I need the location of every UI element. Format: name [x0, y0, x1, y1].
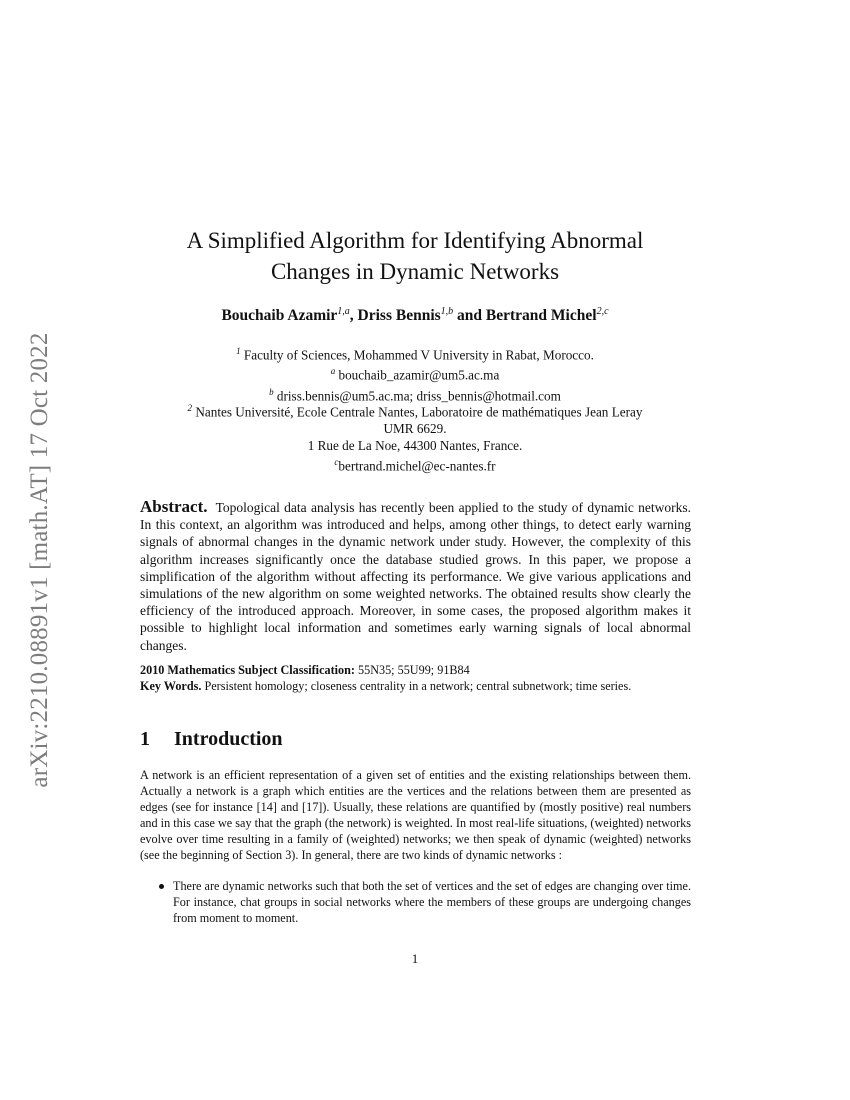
author-superscript: 1,b: [440, 306, 454, 317]
introduction-body: [140, 767, 691, 863]
author-email: bouchaib_azamir@um5.ac.ma: [338, 367, 500, 383]
section-heading-introduction: [140, 728, 283, 751]
author-list: [140, 306, 690, 325]
author-name: Driss Bennis: [357, 307, 441, 325]
affiliation-block-1: [140, 343, 690, 404]
keywords-text: Persistent homology; closeness centrality in a network; central subnetwork; time series.: [204, 679, 632, 693]
arxiv-identifier-stamp: arXiv:2210.08891v1 [math.AT] 17 Oct 2022: [26, 332, 53, 788]
keywords-line: [140, 678, 691, 694]
affiliation-line: [140, 343, 690, 363]
list-item: [140, 878, 691, 926]
affiliation-text: Nantes Université, Ecole Centrale Nantes, Laboratoire de mathématiques Jean Leray: [195, 404, 643, 420]
author-email: driss.bennis@um5.ac.ma; driss_bennis@hotmail.com: [276, 388, 561, 404]
bullet-icon: [159, 884, 164, 889]
author-name: Bertrand Michel: [485, 307, 597, 325]
author-separator: ,: [349, 307, 358, 325]
paper-title: [150, 225, 680, 287]
msc-label: 2010 Mathematics Subject Classification:: [140, 663, 355, 677]
author-superscript: 1,a: [337, 306, 350, 317]
affiliation-block-2: [140, 400, 690, 475]
intro-paragraph: A network is an efficient representation of a given set of entities and the existing relationships between them. Actually a network is a graph which entities are the vertices and the relations between them are presented as edges (see for instance [14] and [17]). Usually, these relations are quantified by (mostly positive) real numbers and in this case we say that the graph (the network) is weighted. In most real-life situations, (weighted) networks evolve over time resulting in a family of (weighted) networks; we then speak of dynamic (weighted) networks (see the beginning of Section 3). In general, there are two kinds of dynamic networks :: [140, 768, 691, 862]
affiliation-line: UMR 6629.: [383, 421, 447, 437]
title-line-1: A Simplified Algorithm for Identifying Abnormal: [186, 228, 644, 253]
section-title: Introduction: [174, 728, 283, 750]
classification-block: [140, 662, 691, 694]
msc-codes: 55N35; 55U99; 91B84: [358, 663, 470, 677]
affiliation-line: [140, 400, 690, 420]
abstract-text: Topological data analysis has recently been applied to the study of dynamic networks. In this context, an algorithm was introduced and helps, among other things, to detect early warning signals of abnormal changes in the dynamic network under study. However, the complexity of this algorithm increases significantly once the database studied grows. In this paper, we propose a simplification of the algorithm without affecting its performance. We give various applications and simulations of the new algorithm on some weighted networks. The obtained results show clearly the efficiency of the introduced approach. Moreover, in some cases, the proposed algorithm makes it possible to highlight local information and sometimes early warning signals of local abnormal changes.: [140, 500, 691, 653]
affiliation-superscript: 1: [236, 346, 241, 356]
author-separator: and: [453, 307, 486, 325]
author-superscript: 2,c: [596, 306, 609, 317]
affiliation-text: Faculty of Sciences, Mohammed V University in Rabat, Morocco.: [243, 347, 594, 363]
section-number: 1: [140, 728, 150, 750]
email-line: [140, 454, 690, 474]
dynamic-network-kinds-list: [140, 878, 691, 926]
list-item-text: There are dynamic networks such that both the set of vertices and the set of edges are changing over time. For instance, chat groups in social networks where the members of these groups are undergoing changes from moment to moment.: [173, 879, 691, 925]
title-line-2: Changes in Dynamic Networks: [270, 259, 560, 284]
email-superscript: b: [269, 386, 274, 397]
page-number: 1: [411, 951, 419, 966]
affiliation-line: 1 Rue de La Noe, 44300 Nantes, France.: [307, 438, 523, 454]
msc-line: [140, 662, 691, 678]
abstract: [140, 498, 691, 654]
author-name: Bouchaib Azamir: [221, 307, 338, 325]
email-line: [140, 363, 690, 383]
keywords-label: Key Words.: [140, 679, 202, 693]
abstract-label: Abstract.: [140, 497, 208, 516]
author-email: bertrand.michel@ec-nantes.fr: [338, 458, 496, 474]
email-superscript: a: [330, 366, 336, 377]
email-superscript: c: [334, 457, 339, 468]
affiliation-superscript: 2: [187, 403, 193, 413]
